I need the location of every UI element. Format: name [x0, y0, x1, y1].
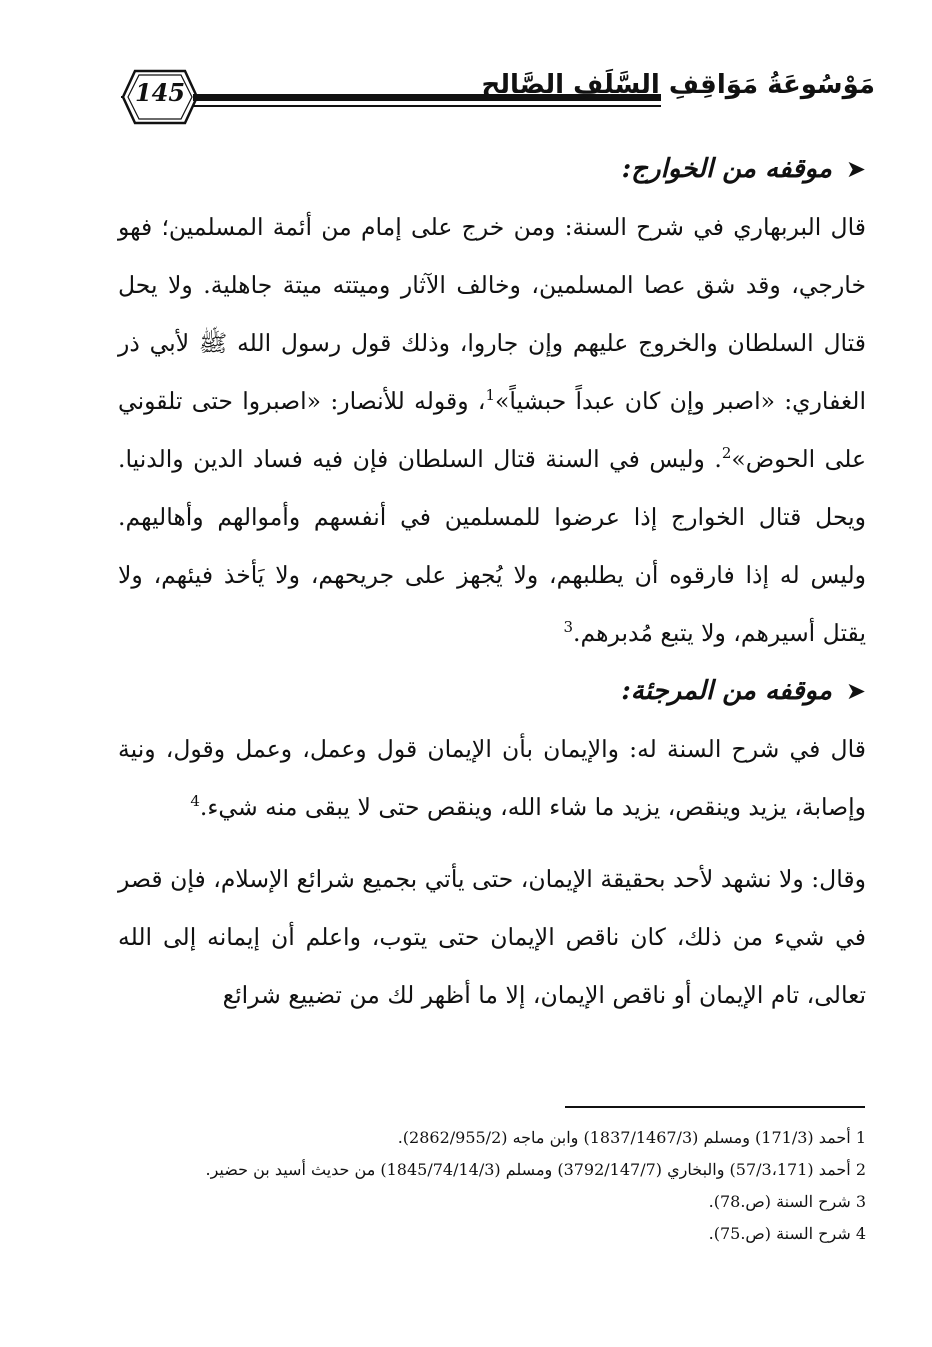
page-header [115, 60, 875, 140]
footnote: 1 أحمد (171/3) ومسلم (1837/1467/3) وابن ماجه (2862/955/2). [397, 1128, 866, 1147]
paragraph-gap [118, 836, 866, 850]
footnote-ref: 3 [563, 618, 573, 637]
section-heading-text: موقفه من المرجئة: [621, 676, 832, 706]
footnote-separator [565, 1106, 865, 1108]
section-heading-text: موقفه من الخوارج: [621, 154, 832, 184]
footnotes [118, 1122, 866, 1250]
footnote: 4 شرح السنة (ص.75). [708, 1224, 866, 1243]
paragraph [118, 850, 866, 1024]
paragraph [118, 720, 866, 836]
series-title: مَوْسُوعَةُ مَوَاقِفِ السَّلَفِ الصَّالِح [481, 70, 875, 100]
footnote: 2 أحمد (57/3،171) والبخاري (3792/147/7) ومسلم (1845/74/14/3) من حديث أسيد بن حضير. [205, 1160, 866, 1179]
paragraph-text: قال البربهاري في شرح السنة: ومن خرج على إمام من أئمة المسلمين؛ فهو خارجي، وقد شق عصا المسلمين، وخالف الآثار وميتته ميتة جاهلية. ولا يحل قتال السلطان والخروج عليهم وإن جاروا، وذلك قول رسول الله ﷺ لأبي ذر الغفاري: «اصبر وإن كان عبداً حبشياً» [118, 213, 866, 415]
paragraph-text: قال في شرح السنة له: والإيمان بأن الإيمان قول وعمل، وعمل وقول، ونية وإصابة، يزيد وينقص، يزيد ما شاء الله، وينقص حتى لا يبقى منه شيء. [118, 735, 866, 821]
paragraph-text: . وليس في السنة قتال السلطان فإن فيه فساد الدين والدنيا. ويحل قتال الخوارج إذا عرضوا للمسلمين في أنفسهم وأموالهم وأهاليهم. وليس له إذا فارقوه أن يطلبهم، ولا يُجهز على جريحهم، ولا يَأخذ فيئهم، ولا يقتل أسيرهم، ولا يتبع مُدبرهم. [118, 445, 866, 647]
arrow-left-icon: ➤ [845, 155, 866, 183]
page-number-badge [121, 68, 199, 126]
main-content [118, 140, 866, 1024]
footnote-ref: 2 [721, 444, 732, 463]
section-heading [118, 140, 866, 198]
section-heading [118, 662, 866, 720]
paragraph-text: ، وقوله للأنصار: «اصبروا حتى تلقوني على الحوض» [118, 387, 866, 473]
paragraph [118, 198, 866, 662]
paragraph-text: وقال: ولا نشهد لأحد بحقيقة الإيمان، حتى يأتي بجميع شرائع الإسلام، فإن قصر في شيء من ذلك، كان ناقص الإيمان حتى يتوب، واعلم أن إيمانه إلى الله تعالى، تام الإيمان أو ناقص الإيمان، إلا ما أظهر لك من تضييع شرائع [118, 865, 866, 1009]
footnote-ref: 1 [485, 386, 496, 405]
footnote: 3 شرح السنة (ص.78). [708, 1192, 866, 1211]
page-number: 145 [134, 78, 186, 107]
footnote-ref: 4 [190, 792, 200, 811]
arrow-left-icon: ➤ [845, 677, 866, 705]
header-rule-thin [193, 105, 661, 107]
